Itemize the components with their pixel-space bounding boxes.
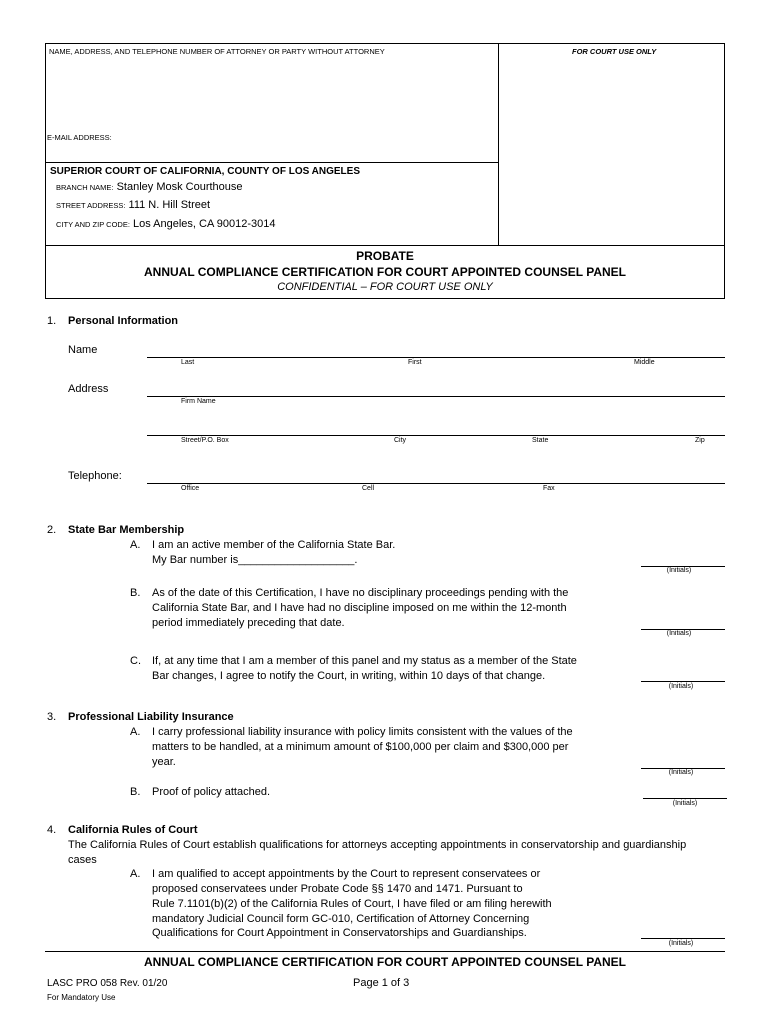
section2-title: State Bar Membership — [68, 524, 185, 536]
item-4a-line3: Rule 7.1101(b)(2) of the California Rules of Court, I have filed or am filing herewith — [152, 898, 552, 910]
item-3a-line2: matters to be handled, at a minimum amount of $100,000 per claim and $300,000 per — [152, 741, 569, 753]
item-4a-line4: mandatory Judicial Council form GC-010, Certification of Attorney Concerning — [152, 913, 530, 925]
item-4a-line5: Qualifications for Court Appointment in Conservatorships and Guardianships. — [152, 927, 527, 939]
item-2a-letter: A. — [130, 539, 141, 551]
item-3a-letter: A. — [130, 726, 141, 738]
street-row — [56, 199, 210, 211]
item-2c-line2: Bar changes, I agree to notify the Court, in writing, within 10 days of that change. — [152, 670, 546, 682]
section4-intro-line1: The California Rules of Court establish qualifications for attorneys accepting appointments in conservatorship and guardianship — [68, 839, 687, 851]
item-4a-line2: proposed conservatees under Probate Code §§ 1470 and 1471. Pursuant to — [152, 883, 523, 895]
name-line[interactable] — [147, 357, 725, 358]
page-number: Page 1 of 3 — [353, 977, 410, 989]
item-2c-letter: C. — [130, 655, 141, 667]
section3-title: Professional Liability Insurance — [68, 711, 234, 723]
zip-sub-label: Zip — [695, 437, 705, 444]
telephone-line[interactable] — [147, 483, 725, 484]
telephone-label: Telephone: — [68, 470, 122, 482]
item-4a-line1: I am qualified to accept appointments by the Court to represent conservatees or — [152, 868, 541, 880]
item-3a-line3: year. — [152, 756, 176, 768]
section4-number: 4. — [47, 824, 57, 836]
item-2b-line1: As of the date of this Certification, I have no disciplinary proceedings pending with the — [152, 587, 569, 599]
initials-4a-label: (Initials) — [668, 940, 694, 947]
item-2b-letter: B. — [130, 587, 141, 599]
item-3b-line1: Proof of policy attached. — [152, 786, 271, 798]
item-2b-line2: California State Bar, and I have had no discipline imposed on me within the 12-month — [152, 602, 567, 614]
footer-rule — [45, 951, 725, 952]
mandatory-use: For Mandatory Use — [47, 993, 116, 1002]
initials-4a-line[interactable] — [641, 938, 725, 939]
attorney-label: NAME, ADDRESS, AND TELEPHONE NUMBER OF ATTORNEY OR PARTY WITHOUT ATTORNEY — [49, 47, 385, 56]
fax-label: Fax — [543, 485, 555, 492]
city-sub-label: City — [394, 437, 407, 444]
office-label: Office — [181, 485, 200, 492]
email-field[interactable] — [120, 130, 490, 144]
attorney-court-divider — [45, 162, 498, 163]
firm-label: Firm Name — [181, 398, 216, 405]
initials-3b-label: (Initials) — [672, 800, 698, 807]
address-label: Address — [68, 383, 109, 395]
court-use-label: FOR COURT USE ONLY — [572, 47, 657, 56]
item-3a-line1: I carry professional liability insurance with policy limits consistent with the values of the — [152, 726, 573, 738]
title-divider — [45, 245, 725, 246]
section1-title: Personal Information — [68, 315, 179, 327]
middle-label: Middle — [634, 359, 655, 366]
street-value: 111 N. Hill Street — [128, 199, 211, 211]
initials-3b-line[interactable] — [643, 798, 727, 799]
initials-3a-label: (Initials) — [668, 769, 694, 776]
section2-number: 2. — [47, 524, 57, 536]
first-label: First — [408, 359, 422, 366]
caption-divider — [498, 43, 499, 245]
name-label: Name — [68, 344, 98, 356]
item-2a-line2: My Bar number is___________________. — [152, 554, 358, 566]
section1-number: 1. — [47, 315, 57, 327]
confidential-note: CONFIDENTIAL – FOR COURT USE ONLY — [277, 281, 493, 293]
initials-2c-label: (Initials) — [668, 683, 694, 690]
branch-value: Stanley Mosk Courthouse — [116, 181, 243, 193]
court-name: SUPERIOR COURT OF CALIFORNIA, COUNTY OF LOS ANGELES — [50, 166, 361, 177]
street-label: STREET ADDRESS: — [56, 201, 126, 210]
city-row — [56, 218, 275, 230]
branch-label: BRANCH NAME: — [56, 183, 114, 192]
initials-2b-label: (Initials) — [666, 630, 692, 637]
initials-2a-label: (Initials) — [666, 567, 692, 574]
city-value: Los Angeles, CA 90012-3014 — [132, 218, 276, 230]
section3-number: 3. — [47, 711, 57, 723]
title-probate: PROBATE — [356, 249, 414, 263]
section4-title: California Rules of Court — [68, 824, 198, 836]
form-id: LASC PRO 058 Rev. 01/20 — [47, 978, 168, 989]
item-2a-line1: I am an active member of the California State Bar. — [152, 539, 396, 551]
attorney-info-field[interactable] — [50, 60, 490, 128]
item-4a-letter: A. — [130, 868, 141, 880]
item-2c-line1: If, at any time that I am a member of this panel and my status as a member of the State — [152, 655, 577, 667]
item-2b-line3: period immediately preceding that date. — [152, 617, 345, 629]
email-label: E-MAIL ADDRESS: — [47, 133, 112, 142]
street-sub-label: Street/P.O. Box — [181, 437, 229, 444]
city-label: CITY AND ZIP CODE: — [56, 220, 130, 229]
last-label: Last — [181, 359, 195, 366]
initials-2c-line[interactable] — [641, 681, 725, 682]
section4-intro-line2: cases — [68, 854, 97, 866]
form-title: ANNUAL COMPLIANCE CERTIFICATION FOR COURT APPOINTED COUNSEL PANEL — [143, 265, 626, 279]
footer-title: ANNUAL COMPLIANCE CERTIFICATION FOR COURT APPOINTED COUNSEL PANEL — [143, 955, 626, 969]
branch-row — [56, 181, 243, 193]
cell-label: Cell — [362, 485, 375, 492]
street-line[interactable] — [147, 435, 725, 436]
state-sub-label: State — [532, 437, 549, 444]
item-3b-letter: B. — [130, 786, 141, 798]
firm-line[interactable] — [147, 396, 725, 397]
